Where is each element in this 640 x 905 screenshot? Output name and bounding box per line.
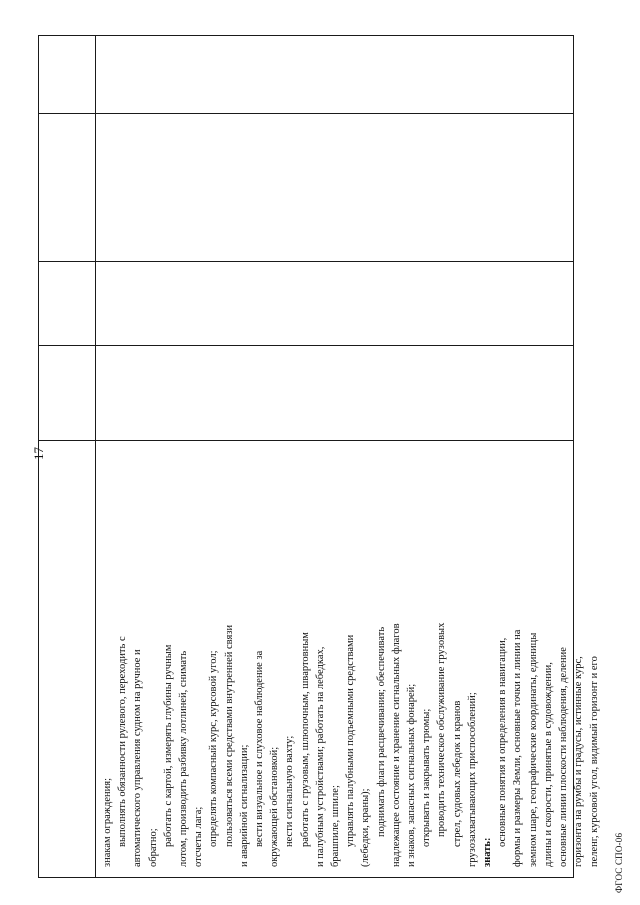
text-line: (лебедки, краны); — [360, 788, 372, 867]
text-line: отсчеты лага; — [193, 806, 205, 867]
text-line: горизонта на румбы и градусы, истинные курс, — [573, 656, 585, 867]
competency-text-cell — [97, 442, 600, 876]
table-row-top — [39, 36, 96, 877]
text-line: определять компасный курс, курсовой угол; — [208, 650, 220, 847]
text-line: выполнять обязанности рулевого, переходить с — [117, 636, 129, 847]
text-line: нести сигнальную вахту; — [284, 735, 296, 847]
column-divider — [39, 440, 573, 441]
text-line: проводить техническое обслуживание грузовых — [436, 622, 448, 837]
text-line: открывать и закрывать трюмы; — [421, 708, 433, 847]
column-divider — [39, 113, 573, 114]
text-line: знакам ограждения; — [102, 777, 113, 867]
text-line: управлять палубными подъемными средствами — [345, 634, 357, 847]
footer-code: ФГОС СПО-06 — [614, 832, 624, 893]
text-line: формы и размеры Земли, основные точки и линии на — [512, 629, 524, 867]
text-line: стрел, судовых лебедок и кранов — [451, 700, 463, 847]
text-line: брашпиле, шпиле; — [330, 785, 342, 867]
text-line: пользоваться всеми средствами внутренней связи — [223, 624, 235, 847]
text-line: знать: — [482, 837, 494, 867]
text-line: земном шаре, географические координаты, единицы — [527, 632, 539, 867]
content-table — [38, 35, 600, 878]
text-line: вести визуальное и слуховое наблюдение за — [254, 650, 266, 847]
text-line: и палубным устройствами; работать на лебедках, — [314, 646, 326, 867]
text-line: автоматического управления судном на ручное и — [132, 649, 144, 867]
text-line: окружающей обстановкой; — [269, 746, 281, 867]
text-line: работать с картой, измерять глубины ручным — [162, 644, 174, 847]
text-line: лотом, производить разбивку лотлиней, снимать — [178, 650, 190, 867]
text-line: поднимать флаги расцвечивания; обеспечивать — [375, 626, 387, 837]
text-line: основные понятия и определения в навигации, — [497, 637, 509, 847]
column-divider — [39, 261, 573, 262]
text-line: грузозахватывающих приспособлений; — [466, 692, 478, 867]
text-line: пеленг, курсовой угол, видимый горизонт и его — [588, 656, 600, 867]
page-number: 17 — [31, 447, 46, 460]
text-line: длины и скорости, принятые в судовождении, — [542, 662, 554, 867]
column-divider — [39, 345, 573, 346]
text-line: работать с грузовым, шлюпочным, швартовным — [299, 632, 311, 847]
text-line: и аварийной сигнализации; — [238, 744, 250, 867]
text-line: и знаков, запасных сигнальных фонарей; — [406, 683, 418, 867]
text-line: основные линии плоскости наблюдения, деление — [558, 647, 570, 867]
text-line: обратно; — [147, 828, 159, 867]
text-line: надлежащее состояние и хранение сигнальных флагов — [390, 623, 402, 867]
